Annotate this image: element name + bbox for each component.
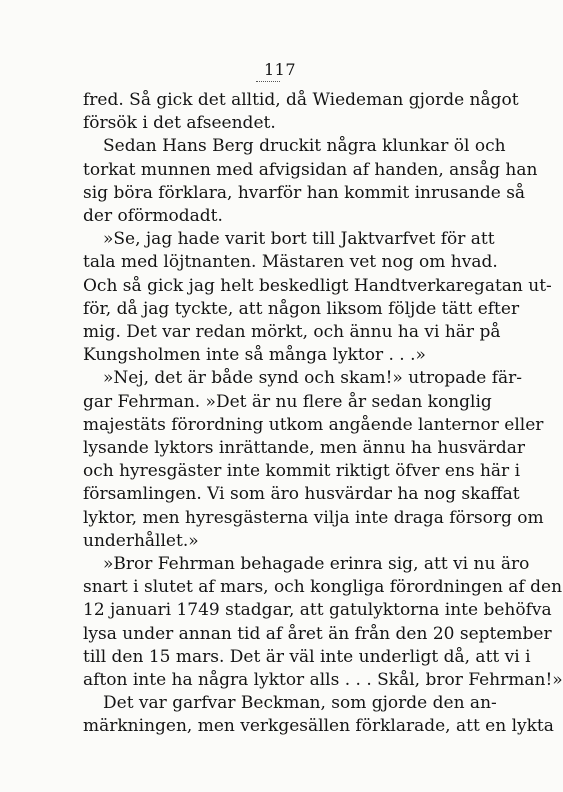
text-line: Det var garfvar Beckman, som gjorde den an- xyxy=(103,693,497,714)
text-line: och hyresgäster inte kommit riktigt öfver ens här i xyxy=(83,461,521,482)
text-line: tala med löjtnanten. Mästaren vet nog om hvad. xyxy=(83,252,498,273)
page-number-underline xyxy=(256,81,280,82)
text-line: torkat munnen med afvigsidan af handen, ansåg han xyxy=(83,159,538,180)
paragraph xyxy=(83,692,554,738)
paragraph xyxy=(83,89,519,135)
text-line: märkningen, men verkgesällen förklarade, att en lykta xyxy=(83,716,554,737)
page-number: 117 xyxy=(263,60,297,79)
text-line: gar Fehrman. »Det är nu flere år sedan konglig xyxy=(83,391,492,412)
text-line: lysande lyktors inrättande, men ännu ha husvärdar xyxy=(83,438,526,459)
text-line: försök i det afseendet. xyxy=(83,113,276,134)
text-line: afton inte ha några lyktor alls . . . Skål, bror Fehrman!» xyxy=(83,670,563,691)
text-line: församlingen. Vi som äro husvärdar ha nog skaffat xyxy=(83,484,520,505)
text-line: 12 januari 1749 stadgar, att gatulyktorna inte behöfva xyxy=(83,600,552,621)
text-line: underhållet.» xyxy=(83,530,199,551)
page-body xyxy=(83,89,563,739)
text-line: till den 15 mars. Det är väl inte underligt då, att vi i xyxy=(83,646,531,667)
text-line: »Se, jag hade varit bort till Jaktvarfvet för att xyxy=(103,229,495,250)
text-line: lyktor, men hyresgästerna vilja inte draga försorg om xyxy=(83,507,544,528)
text-line: Kungsholmen inte så många lyktor . . .» xyxy=(83,345,426,366)
text-line: Sedan Hans Berg druckit några klunkar öl och xyxy=(103,136,506,157)
paragraph xyxy=(83,135,538,228)
text-line: för, då jag tyckte, att någon liksom följde tätt efter xyxy=(83,298,520,319)
text-line: »Nej, det är både synd och skam!» utropade fär- xyxy=(103,368,523,389)
text-line: majestäts förordning utkom angående lanternor eller xyxy=(83,414,544,435)
text-line: lysa under annan tid af året än från den 20 september xyxy=(83,623,552,644)
paragraph xyxy=(83,553,563,692)
text-line: mig. Det var redan mörkt, och ännu ha vi här på xyxy=(83,322,501,343)
text-line: »Bror Fehrman behagade erinra sig, att vi nu äro xyxy=(103,554,530,575)
text-line: snart i slutet af mars, och kongliga förordningen af den xyxy=(83,577,563,598)
paragraph xyxy=(83,367,544,553)
text-line: der oförmodadt. xyxy=(83,206,223,227)
paragraph xyxy=(83,228,552,367)
text-line: sig böra förklara, hvarför han kommit inrusande så xyxy=(83,182,526,203)
text-line: Och så gick jag helt beskedligt Handtverkaregatan ut- xyxy=(83,275,552,296)
text-line: fred. Så gick det alltid, då Wiedeman gjorde något xyxy=(83,90,519,110)
